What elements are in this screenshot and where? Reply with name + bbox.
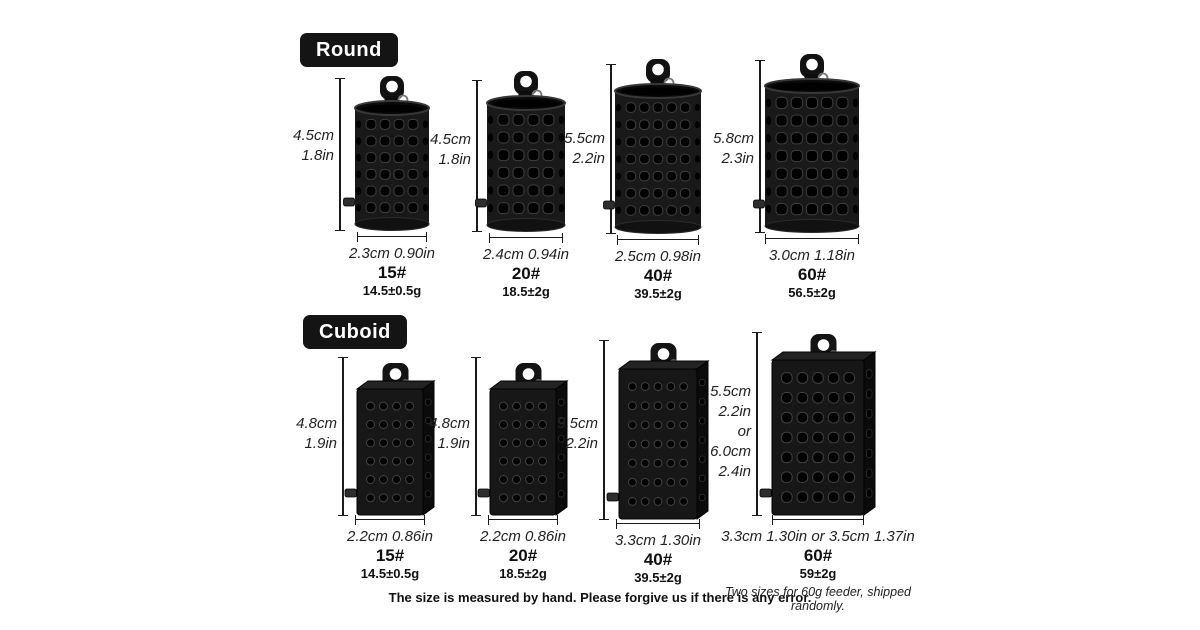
width-measure-cap-left <box>765 234 766 244</box>
cage-body <box>772 352 875 515</box>
weight-label: 14.5±0.5g <box>362 283 422 298</box>
attachment-peg <box>607 493 619 501</box>
height-dimension-line: 4.8cm <box>296 415 337 432</box>
weight-label: 56.5±2g <box>788 285 836 300</box>
weight-label: 39.5±2g <box>634 286 682 301</box>
height-dimension-line: or <box>737 423 751 440</box>
width-measure-line <box>772 519 864 520</box>
width-measure-cap-left <box>772 515 773 525</box>
width-dimension-label: 3.3cm 1.30in <box>615 532 701 549</box>
width-dimension-label: 2.2cm 0.86in <box>480 528 566 545</box>
height-dimension-line: 2.4in <box>718 463 751 480</box>
width-measure-line <box>488 519 558 520</box>
attachment-peg <box>344 198 355 206</box>
feeder-image-round-60 <box>753 52 871 236</box>
width-measure-cap-right <box>557 515 558 525</box>
height-dimension-label <box>240 126 334 166</box>
height-measure-line <box>603 340 604 520</box>
height-measure-line <box>756 332 757 516</box>
height-dimension-line: 5.5cm <box>710 383 751 400</box>
height-measure-cap-top <box>471 357 481 358</box>
width-measure-cap-right <box>858 234 859 244</box>
width-measure-line <box>765 238 859 239</box>
model-size-label: 15# <box>375 546 405 565</box>
height-measure-cap-top <box>338 357 348 358</box>
height-dimension-line: 1.9in <box>304 435 337 452</box>
width-measure-cap-left <box>617 235 618 245</box>
height-dimension-label <box>243 414 337 454</box>
height-dimension-line: 5.8cm <box>713 130 754 147</box>
weight-label: 39.5±2g <box>634 570 682 585</box>
height-measure-line <box>339 78 340 231</box>
model-size-label: 20# <box>511 264 541 283</box>
height-dimension-line: 2.2in <box>565 435 598 452</box>
model-size-label: 60# <box>803 546 833 565</box>
section-badge-round: Round <box>300 33 398 67</box>
height-dimension-label <box>377 130 471 170</box>
height-dimension-line: 2.2in <box>718 403 751 420</box>
height-dimension-line: 5.5cm <box>564 130 605 147</box>
feeder-image-cuboid-60 <box>759 334 878 519</box>
section-badge-cuboid: Cuboid <box>303 315 407 349</box>
height-dimension-line: 2.3in <box>721 150 754 167</box>
height-dimension-label <box>511 129 605 169</box>
width-measure-line <box>616 523 700 524</box>
attachment-peg <box>478 489 490 497</box>
height-dimension-line: 4.5cm <box>293 127 334 144</box>
width-measure-cap-left <box>357 232 358 242</box>
width-dimension-label: 2.5cm 0.98in <box>615 248 701 265</box>
height-dimension-line: 1.8in <box>438 151 471 168</box>
model-size-label: 40# <box>643 550 673 569</box>
width-measure-line <box>617 239 699 240</box>
height-dimension-line: 1.8in <box>301 147 334 164</box>
width-measure-cap-left <box>488 515 489 525</box>
model-size-label: 20# <box>508 546 538 565</box>
cage-body <box>765 79 859 233</box>
width-measure-cap-right <box>863 515 864 525</box>
width-measure-cap-left <box>489 233 490 243</box>
width-dimension-label: 3.3cm 1.30in or 3.5cm 1.37in <box>721 528 915 545</box>
height-dimension-line: 5.5cm <box>557 415 598 432</box>
height-dimension-line: 1.9in <box>437 435 470 452</box>
weight-label: 59±2g <box>799 566 837 581</box>
weight-label: 18.5±2g <box>499 566 547 581</box>
model-size-label: 40# <box>643 266 673 285</box>
attachment-peg <box>754 200 765 208</box>
attachment-peg <box>345 489 357 497</box>
width-dimension-label: 2.3cm 0.90in <box>349 245 435 262</box>
disclaimer-text: The size is measured by hand. Please forgive us if there is any error. <box>388 590 812 605</box>
width-dimension-label: 2.4cm 0.94in <box>483 246 569 263</box>
height-dimension-label <box>657 382 751 482</box>
attachment-peg <box>760 489 772 497</box>
width-measure-cap-right <box>698 235 699 245</box>
width-measure-cap-right <box>699 519 700 529</box>
height-dimension-line: 4.5cm <box>430 131 471 148</box>
model-size-label: 60# <box>797 265 827 284</box>
width-measure-cap-left <box>616 519 617 529</box>
height-dimension-line: 2.2in <box>572 150 605 167</box>
width-measure-cap-left <box>355 515 356 525</box>
width-measure-cap-right <box>562 233 563 243</box>
height-dimension-line: 4.8cm <box>429 415 470 432</box>
model-size-label: 15# <box>377 263 407 282</box>
height-dimension-label <box>660 129 754 169</box>
attachment-peg <box>604 201 615 209</box>
height-measure-cap-top <box>599 340 609 341</box>
width-measure-line <box>357 236 427 237</box>
height-dimension-label <box>376 414 470 454</box>
width-measure-cap-right <box>424 515 425 525</box>
weight-label: 18.5±2g <box>502 284 550 299</box>
sixty-gram-note: Two sizes for 60g feeder, shipped randomly. <box>725 585 911 613</box>
width-measure-line <box>355 519 425 520</box>
width-measure-line <box>489 237 563 238</box>
width-dimension-label: 3.0cm 1.18in <box>769 247 855 264</box>
width-dimension-label: 2.2cm 0.86in <box>347 528 433 545</box>
attachment-peg <box>476 199 487 207</box>
height-dimension-label <box>504 414 598 454</box>
weight-label: 14.5±0.5g <box>360 566 420 581</box>
width-measure-cap-right <box>426 232 427 242</box>
height-dimension-line: 6.0cm <box>710 443 751 460</box>
